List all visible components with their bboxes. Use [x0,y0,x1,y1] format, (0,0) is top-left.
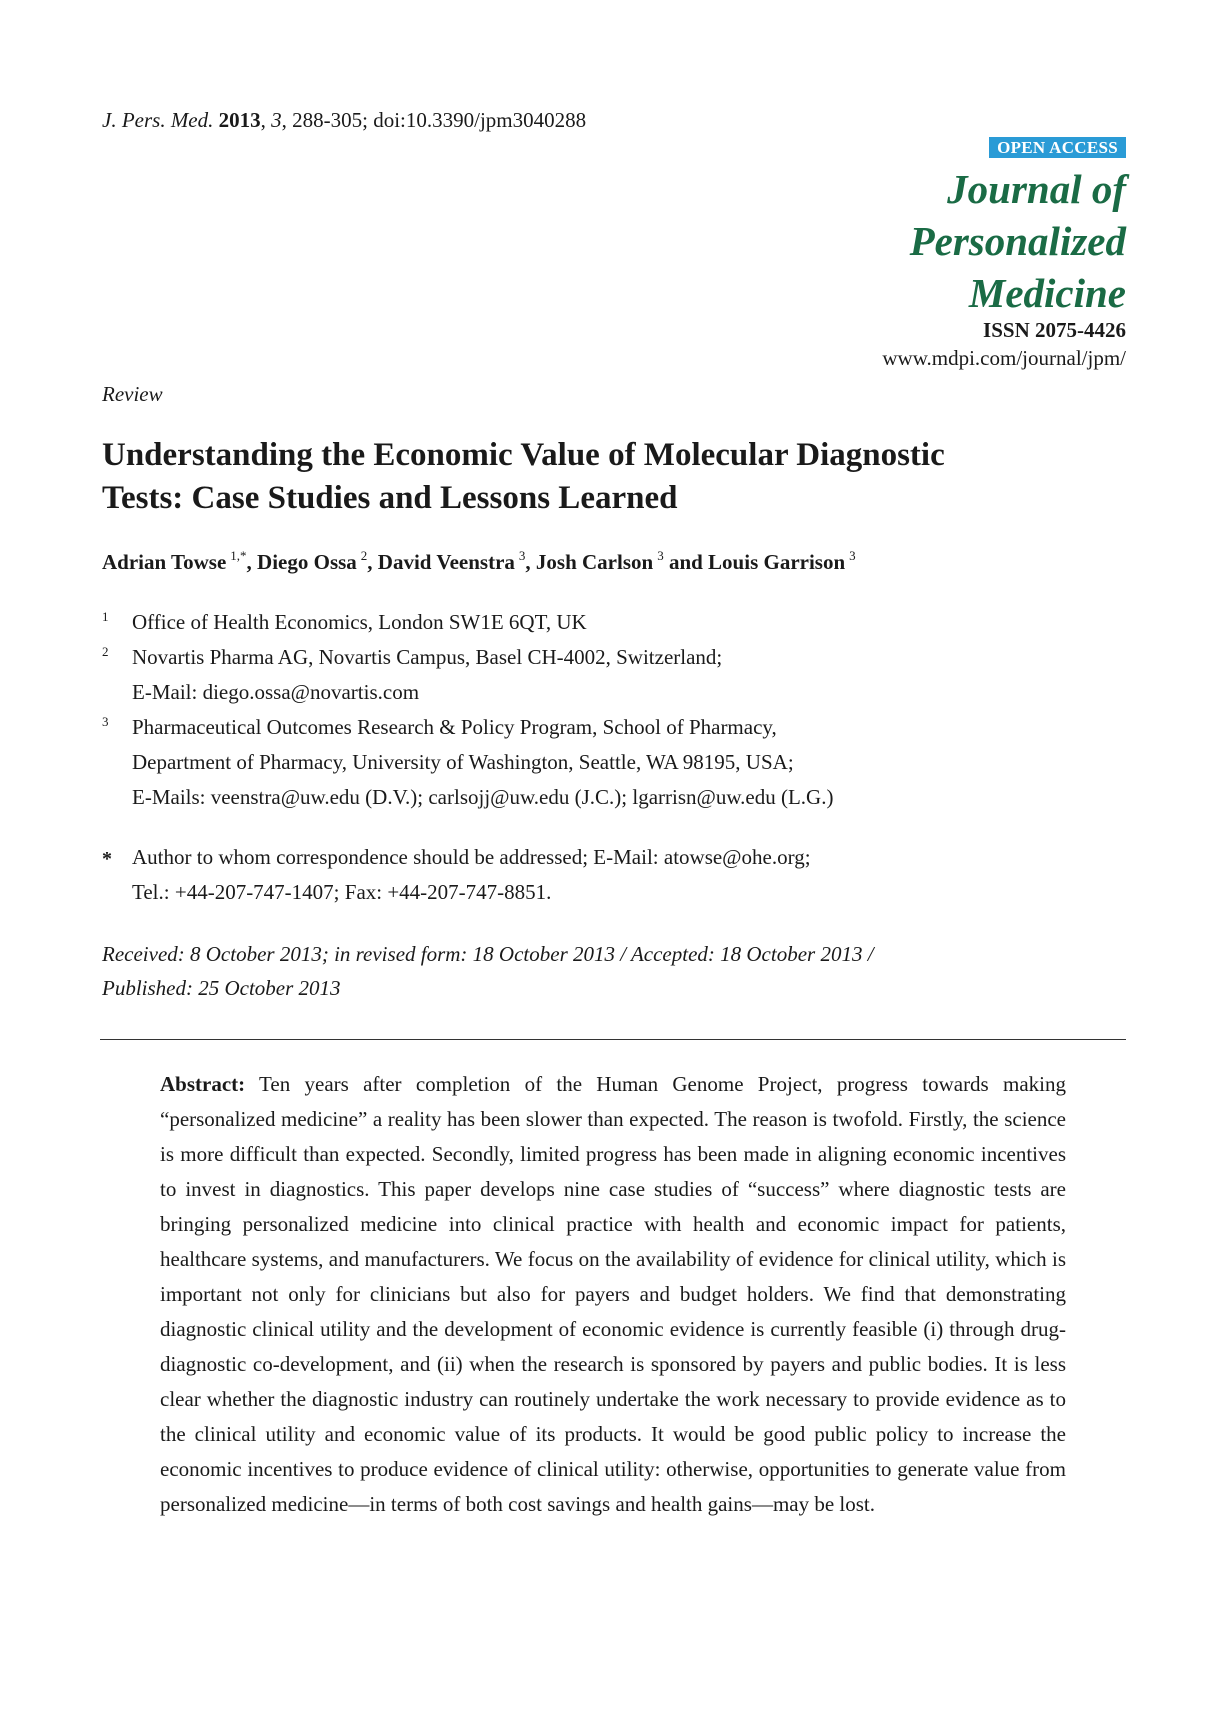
affiliation-email[interactable]: E-Mails: veenstra@uw.edu (D.V.); carlsojj@uw.edu (J.C.); lgarrisn@uw.edu (L.G.) [132,785,834,809]
affiliation-item [102,640,1112,710]
affiliation-item [102,605,1112,640]
journal-url[interactable]: www.mdpi.com/journal/jpm/ [882,346,1126,370]
author-affiliation-mark: 3 [849,548,856,563]
author-name: Josh Carlson [535,550,654,574]
journal-title-line: Personalized [909,218,1126,264]
author-name: Adrian Towse [102,550,227,574]
affiliation-number: 2 [102,644,109,659]
author-list [102,548,856,575]
affiliation-line: Office of Health Economics, London SW1E 6QT, UK [132,610,587,634]
author-separator: and [663,550,709,574]
abstract-label: Abstract: [160,1072,246,1096]
affiliation-item [102,710,1112,815]
dates-line: Published: 25 October 2013 [102,976,341,1000]
citation-volume: 3 [271,108,282,132]
affiliation-email[interactable]: E-Mail: diego.ossa@novartis.com [132,680,420,704]
abstract-text: Ten years after completion of the Human Genome Project, progress towards making “personalized medicine” a reality has been slower than expected. The reason is twofold. Firstly, the science is more difficult than expected. Secondly, limited progress has been made in aligning economic incentives to invest in diagnostics. This paper develops nine case studies of “success” where diagnostic tests are bringing personalized medicine into clinical practice with health and economic impact for patients, healthcare systems, and manufacturers. We focus on the availability of evidence for clinical utility, which is important not only for clinicians but also for payers and budget holders. We find that demonstrating diagnostic clinical utility and the development of economic evidence is currently feasible (i) through drug-diagnostic co-development, and (ii) when the research is sponsored by payers and public bodies. It is less clear whether the diagnostic industry can routinely undertake the work necessary to provide evidence as to the clinical utility and economic value of its products. It would be good public policy to increase the economic incentives to produce evidence of clinical utility: otherwise, opportunities to generate value from personalized medicine—in terms of both cost savings and health gains—may be lost. [160,1072,1067,1516]
affiliation-number: 3 [102,714,109,729]
author-affiliation-mark: 3 [657,548,664,563]
author-affiliation-mark: 2 [360,548,368,563]
dates-line: Received: 8 October 2013; in revised form: 18 October 2013 / Accepted: 18 October 2013 / [102,942,874,966]
author-name: Diego Ossa [257,550,357,574]
correspondence-mark: * [102,848,112,870]
article-type: Review [102,382,163,406]
correspondence-line: Author to whom correspondence should be addressed; E-Mail: atowse@ohe.org; [132,845,811,869]
journal-issn: ISSN 2075-4426 [983,318,1126,342]
citation-line: J. Pers. Med. 2013, 3, 288-305; doi:10.3390/jpm3040288 [102,108,587,132]
author-affiliation-mark: 3 [518,548,526,563]
abstract [160,1067,1066,1522]
affiliation-number: 1 [102,609,109,624]
section-divider [100,1039,1126,1040]
affiliation-list [102,605,1112,815]
affiliation-line: Novartis Pharma AG, Novartis Campus, Basel CH-4002, Switzerland; [132,645,723,669]
paper-title-line: Tests: Case Studies and Lessons Learned [102,480,678,516]
journal-title [910,163,1126,319]
citation-year: 2013 [218,108,261,132]
affiliation-line: Pharmaceutical Outcomes Research & Policy Program, School of Pharmacy, [132,715,777,739]
author-name: Louis Garrison [708,550,846,574]
journal-abbrev: J. Pers. Med. [102,108,214,132]
paper-title [102,434,1102,520]
correspondence-line: Tel.: +44-207-747-1407; Fax: +44-207-747-8851. [132,880,552,904]
open-access-badge: OPEN ACCESS [989,137,1126,158]
publication-dates [102,937,1102,1005]
author-affiliation-mark: 1,* [230,548,247,563]
paper-title-line: Understanding the Economic Value of Molecular Diagnostic [102,437,945,473]
citation-pages-doi: 288-305; doi:10.3390/jpm3040288 [292,108,587,132]
author-name: David Veenstra [377,550,515,574]
author-separator: , [367,550,378,574]
correspondence-note [102,840,1142,910]
author-separator: , [525,550,536,574]
author-separator: , [246,550,258,574]
affiliation-line: Department of Pharmacy, University of Washington, Seattle, WA 98195, USA; [132,750,794,774]
journal-title-line: Journal of [947,166,1126,212]
journal-title-line: Medicine [968,270,1126,316]
